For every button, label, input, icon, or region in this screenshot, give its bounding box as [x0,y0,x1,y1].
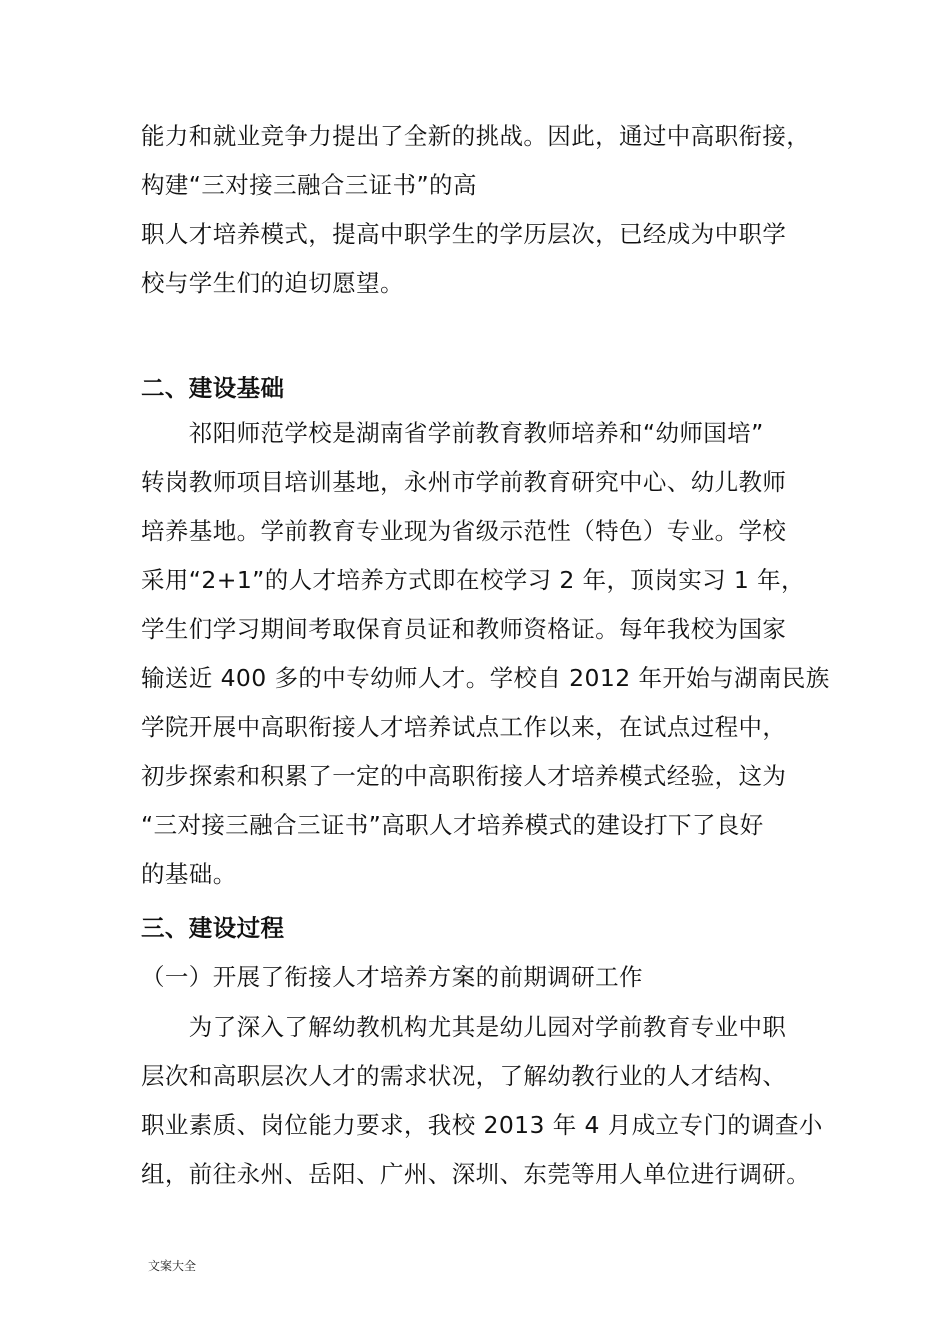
body-line-9: 学生们学习期间考取保育员证和教师资格证。每年我校为国家 [141,615,787,643]
body-line-18: 组，前往永州、岳阳、广州、深圳、东莞等用人单位进行调研。 [141,1160,811,1188]
body-line-15: 为了深入了解幼教机构尤其是幼儿园对学前教育专业中职 [141,1013,787,1041]
body-line-7: 培养基地。学前教育专业现为省级示范性（特色）专业。学校 [141,517,787,545]
body-line-4: 校与学生们的迫切愿望。 [141,269,404,297]
page-footer: 文案大全 [148,1259,197,1273]
body-line-2: 构建“三对接三融合三证书”的高 [141,171,477,199]
body-line-10: 输送近 400 多的中专幼师人才。学校自 2012 年开始与湖南民族 [141,664,830,692]
body-line-14: 的基础。 [141,860,237,888]
body-line-8: 采用“2+1”的人才培养方式即在校学习 2 年，顶岗实习 1 年， [141,566,805,594]
body-line-12: 初步探索和积累了一定的中高职衔接人才培养模式经验，这为 [141,762,787,790]
section-heading-3: 三、建设过程 [141,914,285,942]
body-line-6: 转岗教师项目培训基地，永州市学前教育研究中心、幼儿教师 [141,468,787,496]
body-line-3: 职人才培养模式，提高中职学生的学历层次，已经成为中职学 [141,220,787,248]
body-line-16: 层次和高职层次人才的需求状况，了解幼教行业的人才结构、 [141,1062,787,1090]
body-line-17: 职业素质、岗位能力要求，我校 2013 年 4 月成立专门的调查小 [141,1111,823,1139]
body-line-1: 能力和就业竞争力提出了全新的挑战。因此，通过中高职衔接， [141,122,811,150]
body-line-5: 祁阳师范学校是湖南省学前教育教师培养和“幼师国培” [141,419,764,447]
subsection-heading-1: （一）开展了衔接人才培养方案的前期调研工作 [141,963,643,991]
body-line-13: “三对接三融合三证书”高职人才培养模式的建设打下了良好 [141,811,764,839]
section-heading-2: 二、建设基础 [141,374,285,402]
body-line-11: 学院开展中高职衔接人才培养试点工作以来，在试点过程中， [141,713,787,741]
